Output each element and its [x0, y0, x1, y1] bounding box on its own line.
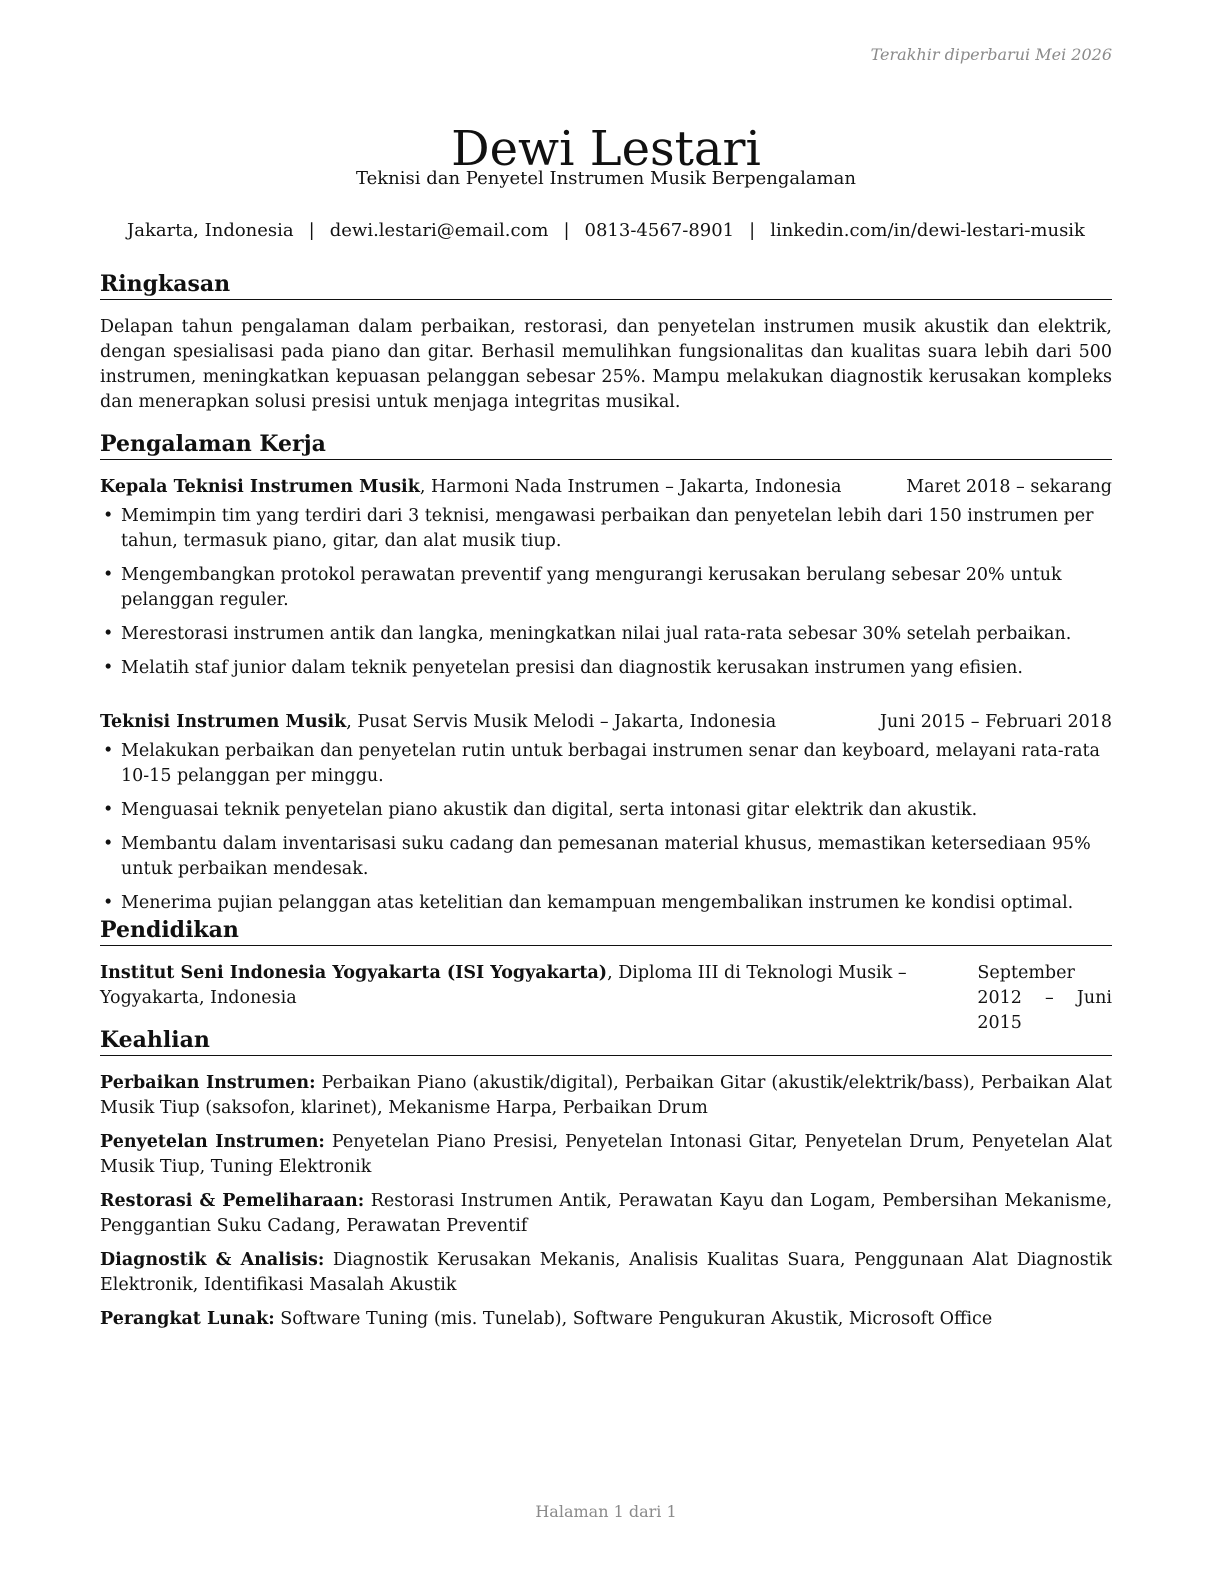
job-role: Kepala Teknisi Instrumen Musik	[100, 477, 420, 497]
contact-linkedin[interactable]: linkedin.com/in/dewi-lestari-musik	[770, 220, 1085, 241]
skill-item	[100, 1248, 1112, 1298]
section-title-education: Pendidikan	[100, 916, 1112, 946]
skill-text: Restorasi Instrumen Antik, Perawatan Kayu dan Logam, Pembersihan Mekanisme, Penggantian Suku Cadang, Perawatan Preventif	[100, 1191, 1113, 1236]
skill-label: Penyetelan Instrumen:	[100, 1132, 325, 1152]
job-company: , Pusat Servis Musik Melodi – Jakarta, Indonesia	[346, 712, 777, 732]
contact-separator: |	[749, 220, 756, 241]
job-title-line	[100, 710, 776, 735]
section-title-summary: Ringkasan	[100, 270, 1112, 300]
experience-section	[100, 430, 1112, 925]
skill-label: Diagnostik & Analisis:	[100, 1250, 325, 1270]
job-bullet: • Melatih staf junior dalam teknik penyetelan presisi dan diagnostik kerusakan instrumen yang efisien.	[100, 656, 1112, 681]
job-bullet: • Memimpin tim yang terdiri dari 3 teknisi, mengawasi perbaikan dan penyetelan lebih dari 150 instrumen per tahun, termasuk piano, gitar, dan alat musik tiup.	[100, 504, 1112, 554]
skill-text: Penyetelan Piano Presisi, Penyetelan Intonasi Gitar, Penyetelan Drum, Penyetelan Alat Musik Tiup, Tuning Elektronik	[100, 1132, 1112, 1177]
job-entry	[100, 710, 1112, 916]
section-title-skills: Keahlian	[100, 1026, 1112, 1056]
candidate-tagline: Teknisi dan Penyetel Instrumen Musik Berpengalaman	[356, 168, 856, 189]
skill-label: Perangkat Lunak:	[100, 1309, 275, 1329]
job-dates: Juni 2015 – Februari 2018	[879, 712, 1112, 732]
job-dates: Maret 2018 – sekarang	[906, 477, 1112, 497]
skill-label: Restorasi & Pemeliharaan:	[100, 1191, 365, 1211]
job-bullet: • Merestorasi instrumen antik dan langka, meningkatkan nilai jual rata-rata sebesar 30% setelah perbaikan.	[100, 622, 1112, 647]
contact-line	[100, 219, 1112, 243]
job-title-line	[100, 475, 841, 500]
contact-phone[interactable]: 0813-4567-8901	[584, 220, 735, 241]
skills-section	[100, 1026, 1112, 1341]
job-bullets	[100, 504, 1112, 681]
job-role: Teknisi Instrumen Musik	[100, 712, 347, 732]
job-header	[100, 710, 1112, 735]
page-number: Halaman 1 dari 1	[535, 1502, 677, 1521]
education-detail	[100, 961, 977, 1036]
job-bullet: • Membantu dalam inventarisasi suku cadang dan pemesanan material khusus, memastikan ketersediaan 95% untuk perbaikan mendesak.	[100, 832, 1112, 882]
summary-section	[100, 270, 1112, 415]
job-bullet: • Mengembangkan protokol perawatan preventif yang mengurangi kerusakan berulang sebesar 20% untuk pelanggan reguler.	[100, 563, 1112, 613]
job-bullets	[100, 739, 1112, 916]
job-entry	[100, 475, 1112, 681]
summary-text: Delapan tahun pengalaman dalam perbaikan, restorasi, dan penyetelan instrumen musik akustik dan elektrik, dengan spesialisasi pada piano dan gitar. Berhasil memulihkan fungsionalitas dan kualitas suara lebih dari 500 instrumen, meningkatkan kepuasan pelanggan sebesar 25%. Mampu melakukan diagnostik kerusakan kompleks dan menerapkan solusi presisi untuk menjaga integritas musikal.	[100, 317, 1112, 412]
skills-list	[100, 1071, 1112, 1332]
contact-email[interactable]: dewi.lestari@email.com	[329, 220, 549, 241]
last-updated-note: Terakhir diperbarui Mei 2026	[870, 45, 1112, 64]
skill-text: Perbaikan Piano (akustik/digital), Perbaikan Gitar (akustik/elektrik/bass), Perbaikan Alat Musik Tiup (saksofon, klarinet), Mekanisme Harpa, Perbaikan Drum	[100, 1073, 1112, 1118]
contact-separator: |	[563, 220, 570, 241]
job-bullet: • Melakukan perbaikan dan penyetelan rutin untuk berbagai instrumen senar dan keyboard, melayani rata-rata 10-15 pelanggan per minggu.	[100, 739, 1112, 789]
job-bullet: • Menerima pujian pelanggan atas ketelitian dan kemampuan mengembalikan instrumen ke kondisi optimal.	[100, 891, 1112, 916]
job-company: , Harmoni Nada Instrumen – Jakarta, Indonesia	[419, 477, 842, 497]
skill-item	[100, 1130, 1112, 1180]
education-program: , Diploma III di Teknologi Musik – Yogyakarta, Indonesia	[100, 963, 907, 1008]
education-dates: September 2012 – Juni 2015	[977, 963, 1112, 1033]
skill-text: Diagnostik Kerusakan Mekanis, Analisis Kualitas Suara, Penggunaan Alat Diagnostik Elektronik, Identifikasi Masalah Akustik	[100, 1250, 1112, 1295]
candidate-name: Dewi Lestari	[451, 121, 761, 178]
skill-label: Perbaikan Instrumen:	[100, 1073, 316, 1093]
contact-separator: |	[308, 220, 315, 241]
education-institution: Institut Seni Indonesia Yogyakarta (ISI Yogyakarta)	[100, 963, 608, 983]
section-title-experience: Pengalaman Kerja	[100, 430, 1112, 460]
contact-location: Jakarta, Indonesia	[127, 220, 294, 241]
skill-item	[100, 1071, 1112, 1121]
job-header	[100, 475, 1112, 500]
education-entry	[100, 961, 1112, 1036]
education-section	[100, 916, 1112, 1036]
skill-item	[100, 1189, 1112, 1239]
skill-item	[100, 1307, 1112, 1332]
job-bullet: • Menguasai teknik penyetelan piano akustik dan digital, serta intonasi gitar elektrik dan akustik.	[100, 798, 1112, 823]
skill-text: Software Tuning (mis. Tunelab), Software Pengukuran Akustik, Microsoft Office	[274, 1309, 993, 1329]
